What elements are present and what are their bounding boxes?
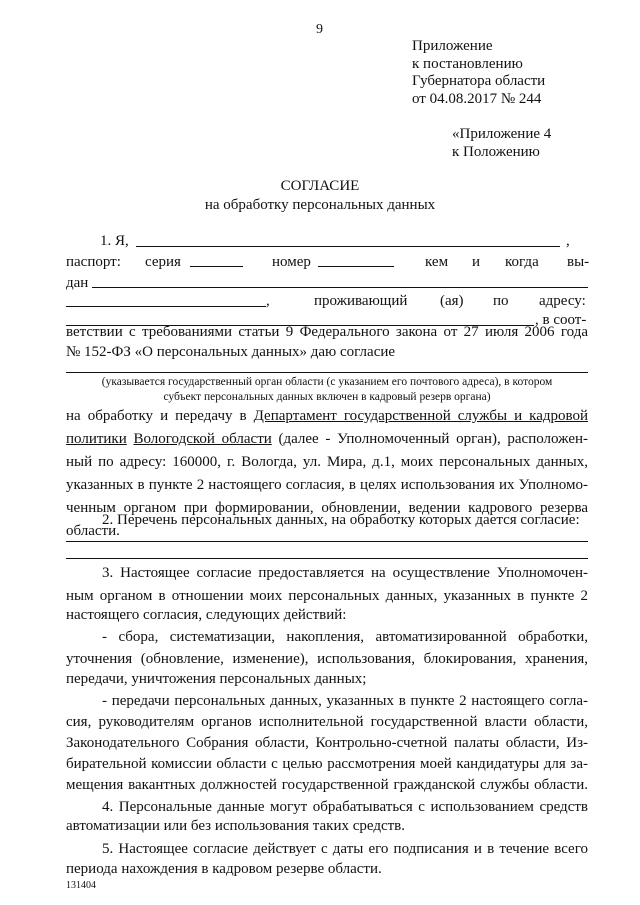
- header-line: Приложение: [412, 38, 493, 54]
- by-whom-label: кем: [425, 254, 449, 270]
- passport-label: паспорт:: [66, 254, 121, 270]
- issued-field-line[interactable]: [92, 287, 588, 288]
- paragraph-1-line: указанных в пункте 2 настоящего согласия, в целях использования их Уполномо-: [66, 477, 588, 493]
- header-line: «Приложение 4: [452, 126, 552, 142]
- accordance-line: ветствии с требованиями статьи 9 Федерального закона от 27 июля 2006 года: [66, 324, 588, 340]
- issued-label-part1: вы-: [567, 254, 590, 270]
- when-label: когда: [505, 254, 539, 270]
- hint-line: (указывается государственный орган области (с указанием его почтового адреса), в котором: [101, 376, 553, 388]
- personal-data-field-line-2[interactable]: [66, 558, 588, 559]
- name-field-line[interactable]: [136, 246, 560, 247]
- hint-line: субъект персональных данных включен в кадровый резерв органа): [163, 391, 491, 403]
- i-prefix: 1. Я,: [100, 233, 129, 249]
- page-number: 9: [316, 22, 323, 37]
- paragraph-3-line: ным органом в отношении моих персональных данных, указанных в пункте 2: [66, 588, 588, 604]
- number-label: номер: [272, 254, 311, 270]
- paragraph-3-line: настоящего согласия, следующих действий:: [66, 607, 347, 623]
- header-line: Губернатора области: [412, 73, 546, 89]
- department-name: Департамент государственной службы и кадровой: [253, 408, 589, 424]
- residing-label: проживающий: [314, 293, 408, 309]
- personal-data-field-line[interactable]: [66, 541, 588, 542]
- paragraph-5-line: периода нахождения в кадровом резерве области.: [66, 861, 382, 877]
- comma: ,: [566, 233, 570, 249]
- issued-field-line-2[interactable]: [66, 306, 266, 307]
- footer-code: 131404: [66, 880, 96, 891]
- paragraph-3-line: передачи, уничтожения персональных данных;: [66, 671, 367, 687]
- paragraph-3-line: - сбора, систематизации, накопления, автоматизированной обработки,: [102, 629, 588, 645]
- at-label: по: [493, 293, 509, 309]
- accordance-start: , в соот-: [535, 312, 587, 328]
- header-line: к Положению: [452, 144, 540, 160]
- paragraph-2: 2. Перечень персональных данных, на обработку которых дается согласие:: [102, 512, 580, 528]
- paragraph-3-line: 3. Настоящее согласие предоставляется на осуществление Уполномочен-: [102, 565, 588, 581]
- paragraph-3-line: бирательной комиссии области с целью рассмотрения моей кандидатуры для за-: [66, 756, 588, 772]
- paragraph-1-line: области.: [66, 523, 120, 539]
- paragraph-4-line: 4. Персональные данные могут обрабатываться с использованием средств: [102, 799, 588, 815]
- paragraph-1-line: на обработку и передачу в Департамент государственной службы и кадровой: [66, 408, 589, 424]
- paragraph-5-line: 5. Настоящее согласие действует с даты его подписания и в течение всего: [102, 841, 588, 857]
- and-label: и: [472, 254, 481, 270]
- paragraph-3-line: мещения вакантных должностей государственной гражданской службы области.: [66, 777, 588, 793]
- number-field-line[interactable]: [318, 266, 394, 267]
- paragraph-4-line: автоматизации или без использования таких средств.: [66, 818, 406, 834]
- paragraph-3-line: уточнения (обновление, изменение), использования, блокирования, хранения,: [66, 651, 588, 667]
- document-subtitle: на обработку персональных данных: [204, 197, 436, 213]
- paragraph-1-line: ный по адресу: 160000, г. Вологда, ул. Мира, д.1, моих персональных данных,: [66, 454, 588, 470]
- field-hint: [0, 375, 640, 405]
- paragraph-3-line: Законодательного Собрания области, Контрольно-счетной палаты области, Из-: [66, 735, 588, 751]
- paragraph-1-line: политики Вологодской области (далее - Уполномоченный орган), расположен-: [66, 431, 589, 447]
- appendix-header: [412, 38, 545, 108]
- paragraph-3-line: - передачи персональных данных, указанных в пункте 2 настоящего согла-: [102, 693, 588, 709]
- paragraph-1-line: ченным органом при формировании, обновлении, ведении кадрового резерва: [66, 500, 588, 516]
- document-title: СОГЛАСИЕ: [280, 178, 360, 194]
- header-line: от 04.08.2017 № 244: [412, 90, 542, 107]
- header-line: к постановлению: [412, 55, 523, 72]
- address-label: адресу:: [539, 293, 586, 309]
- region-name: Вологодской области: [133, 431, 272, 447]
- department-name: политики: [66, 431, 127, 447]
- series-label: серия: [145, 254, 181, 270]
- gender-suffix: (ая): [440, 293, 464, 309]
- law-line: № 152-ФЗ «О персональных данных» даю согласие: [66, 344, 396, 360]
- paragraph-3-line: сия, руководителям органов исполнительной государственной власти области,: [66, 714, 588, 730]
- comma: ,: [266, 293, 270, 309]
- issued-label-part2: дан: [66, 275, 89, 291]
- series-field-line[interactable]: [190, 266, 243, 267]
- appendix-4-header: [452, 125, 551, 161]
- government-body-field-line[interactable]: [66, 372, 588, 373]
